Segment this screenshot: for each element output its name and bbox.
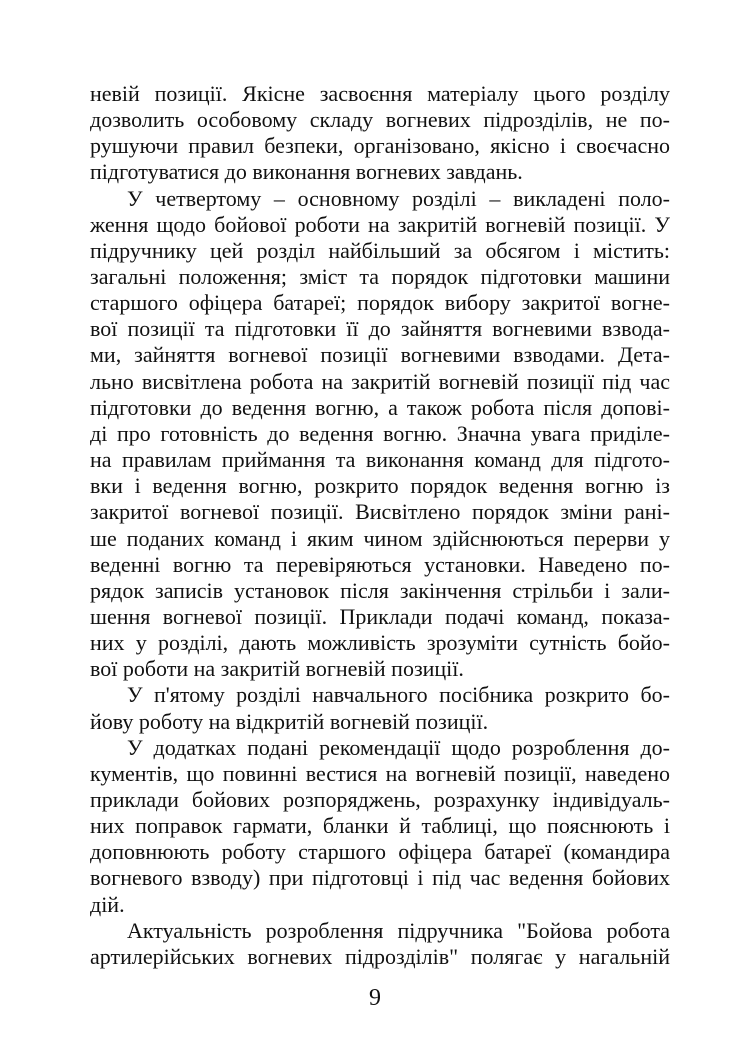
text-line: дій. [90,892,125,917]
text-line: дозволить особовому складу вогневих підрозділів, не по- [90,107,670,132]
text-line: ми, зайняття вогневої позиції вогневими взводами. Дета- [90,342,670,367]
text-line: рушуючи правил безпеки, організовано, якісно і своєчасно [90,133,670,158]
text-line: рядок записів установок після закінчення стрільби і зали- [90,578,670,603]
text-line: ше поданих команд і яким чином здійснюються перерви у [90,526,670,551]
text-line: них у розділі, дають можливість зрозуміти сутність бойо- [90,630,670,655]
text-line: загальні положення; зміст та порядок підготовки машини [90,264,670,289]
text-line: них поправок гармати, бланки й таблиці, що пояснюють і [90,813,670,838]
text-line: доповнюють роботу старшого офіцера батареї (командира [90,839,670,864]
text-line: льно висвітлена робота на закритій вогневій позиції під час [90,369,670,394]
paragraph-first-line: Актуальність розроблення підручника "Бойова робота [127,918,670,943]
paragraph-first-line: У п'ятому розділі навчального посібника розкрито бо- [127,682,670,707]
text-line: артилерійських вогневих підрозділів" полягає у нагальній [90,944,670,969]
text-line: вої позиції та підготовки її до зайняття вогневими взвода- [90,316,670,341]
text-line: закритої вогневої позиції. Висвітлено порядок зміни рані- [90,499,670,524]
text-line: невій позиції. Якісне засвоєння матеріалу цього розділу [90,81,670,106]
paragraph-first-line: У четвертому – основному розділі – викладені поло- [127,186,670,211]
text-line: йову роботу на відкритій вогневій позиції. [90,709,489,734]
text-line: підручнику цей розділ найбільший за обсягом і містить: [90,238,670,263]
paragraph-first-line: У додатках подані рекомендації щодо розроблення до- [127,735,670,760]
text-line: шення вогневої позиції. Приклади подачі команд, показа- [90,604,670,629]
text-line: підготовки до ведення вогню, а також робота після допові- [90,395,670,420]
text-line: вогневого взводу) при підготовці і під час ведення бойових [90,865,670,890]
text-line: приклади бойових розпоряджень, розрахунку індивідуаль- [90,787,670,812]
text-line: ді про готовність до ведення вогню. Значна увага приділе- [90,421,670,446]
text-line: вої роботи на закритій вогневій позиції. [90,656,464,681]
text-line: кументів, що повинні вестися на вогневій позиції, наведено [90,761,670,786]
text-line: старшого офіцера батареї; порядок вибору закритої вогне- [90,290,670,315]
text-line: вки і ведення вогню, розкрито порядок ведення вогню із [90,473,670,498]
text-line: підготуватися до виконання вогневих завдань. [90,159,523,184]
text-line: ження щодо бойової роботи на закритій вогневій позиції. У [90,212,670,237]
text-line: веденні вогню та перевіряються установки. Наведено по- [90,552,670,577]
page-number: 9 [369,985,381,1011]
text-line: на правилам приймання та виконання команд для підгото- [90,447,670,472]
